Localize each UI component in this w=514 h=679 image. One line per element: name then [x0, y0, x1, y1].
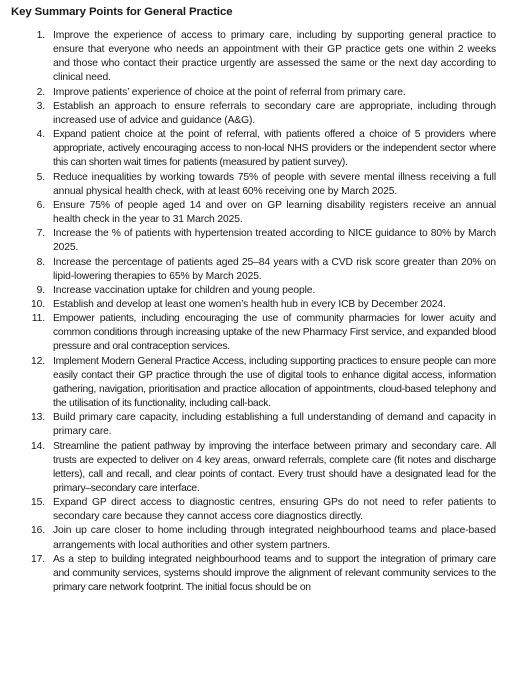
- item-number: 3.: [36, 100, 45, 112]
- list-item: [0, 86, 496, 100]
- item-number: 10.: [31, 298, 45, 310]
- item-text: Expand patient choice at the point of referral, with patients offered a choice of 5 providers where appropriate, actively encouraging access to non-local NHS providers or the independent sector where this can shorten wait times for patients (measured by patient survey).: [53, 129, 496, 169]
- item-number: 2.: [36, 86, 45, 98]
- list-item: [0, 440, 496, 497]
- list-item: [0, 171, 496, 199]
- list-item: [0, 355, 496, 412]
- item-text: Establish and develop at least one women’s health hub in every ICB by December 2024.: [53, 298, 446, 310]
- item-number: 5.: [36, 171, 45, 183]
- item-number: 8.: [36, 256, 45, 268]
- list-item: [0, 128, 496, 170]
- item-text: Improve patients’ experience of choice at the point of referral from primary care.: [53, 86, 406, 98]
- item-number: 16.: [31, 525, 45, 537]
- item-text: Improve the experience of access to primary care, including by supporting general practice to ensure that everyone who needs an appointment with their GP practice gets one within 2 weeks and those who contact their practice urgently are assessed the same or the next day according to clinical need.: [53, 30, 496, 84]
- item-number: 7.: [36, 228, 45, 240]
- item-number: 12.: [31, 355, 45, 367]
- list-item: [0, 29, 496, 86]
- item-text: Increase the % of patients with hypertension treated according to NICE guidance to 80% by March 2025.: [53, 228, 496, 254]
- item-number: 17.: [31, 553, 45, 565]
- item-number: 13.: [31, 412, 45, 424]
- list-item: [0, 199, 496, 227]
- list-item: [0, 411, 496, 439]
- item-number: 15.: [31, 497, 45, 509]
- item-text: Increase vaccination uptake for children and young people.: [53, 284, 316, 296]
- list-item: [0, 553, 496, 595]
- item-text: Join up care closer to home including through integrated neighbourhood teams and place-based arrangements with local authorities and other system partners.: [53, 525, 496, 551]
- list-item: [0, 284, 496, 298]
- item-text: Empower patients, including encouraging the use of community pharmacies for lower acuity and common conditions through increasing uptake of the new Pharmacy First service, and expanded blood pressure and oral contraception services.: [53, 313, 496, 353]
- list-item: [0, 227, 496, 255]
- item-number: 9.: [36, 284, 45, 296]
- item-number: 4.: [36, 129, 45, 141]
- list-item: [0, 298, 496, 312]
- list-item: [0, 496, 496, 524]
- item-text: Ensure 75% of people aged 14 and over on GP learning disability registers receive an annual health check in the year to 31 March 2025.: [53, 199, 496, 226]
- item-text: Establish an approach to ensure referrals to secondary care are appropriate, including through increased use of advice and guidance (A&G).: [53, 100, 496, 126]
- item-number: 14.: [31, 440, 45, 452]
- item-text: Reduce inequalities by working towards 75% of people with severe mental illness receiving a full annual physical health check, with at least 60% receiving one by March 2025.: [53, 171, 496, 197]
- list-item: [0, 312, 496, 354]
- item-number: 6.: [36, 199, 45, 211]
- document-title: Key Summary Points for General Practice: [11, 6, 233, 18]
- item-number: 11.: [31, 313, 45, 325]
- item-text: Streamline the patient pathway by improving the interface between primary and secondary care. All trusts are expected to deliver on 4 key areas, onward referrals, complete care (fit notes and discharge letters), call and recall, and clear points of contact. Every trust should have a designated lead for the primary–secondary care interface.: [53, 440, 496, 494]
- list-item: [0, 256, 496, 284]
- item-text: Expand GP direct access to diagnostic centres, ensuring GPs do not need to refer patients to secondary care because they cannot access core diagnostics directly.: [53, 497, 496, 523]
- list-item: [0, 100, 496, 128]
- item-text: Increase the percentage of patients aged 25–84 years with a CVD risk score greater than 20% on lipid-lowering therapies to 65% by March 2025.: [53, 256, 496, 282]
- item-text: Implement Modern General Practice Access, including supporting practices to ensure people can more easily contact their GP practice through the use of digital tools to enhance digital access, information gathering, navigation, prioritisation and practice allocation of appointments, cloud-based telephony and the utilisation of its functionality, including call-back.: [53, 355, 496, 410]
- summary-points-list: [0, 29, 496, 595]
- item-number: 1.: [36, 30, 45, 41]
- item-text: Build primary care capacity, including establishing a full understanding of demand and capacity in primary care.: [53, 412, 496, 438]
- list-item: [0, 524, 496, 552]
- item-text: As a step to building integrated neighbourhood teams and to support the integration of primary care and community services, systems should improve the alignment of relevant community services to the primary care network footprint. The initial focus should be on: [53, 553, 496, 594]
